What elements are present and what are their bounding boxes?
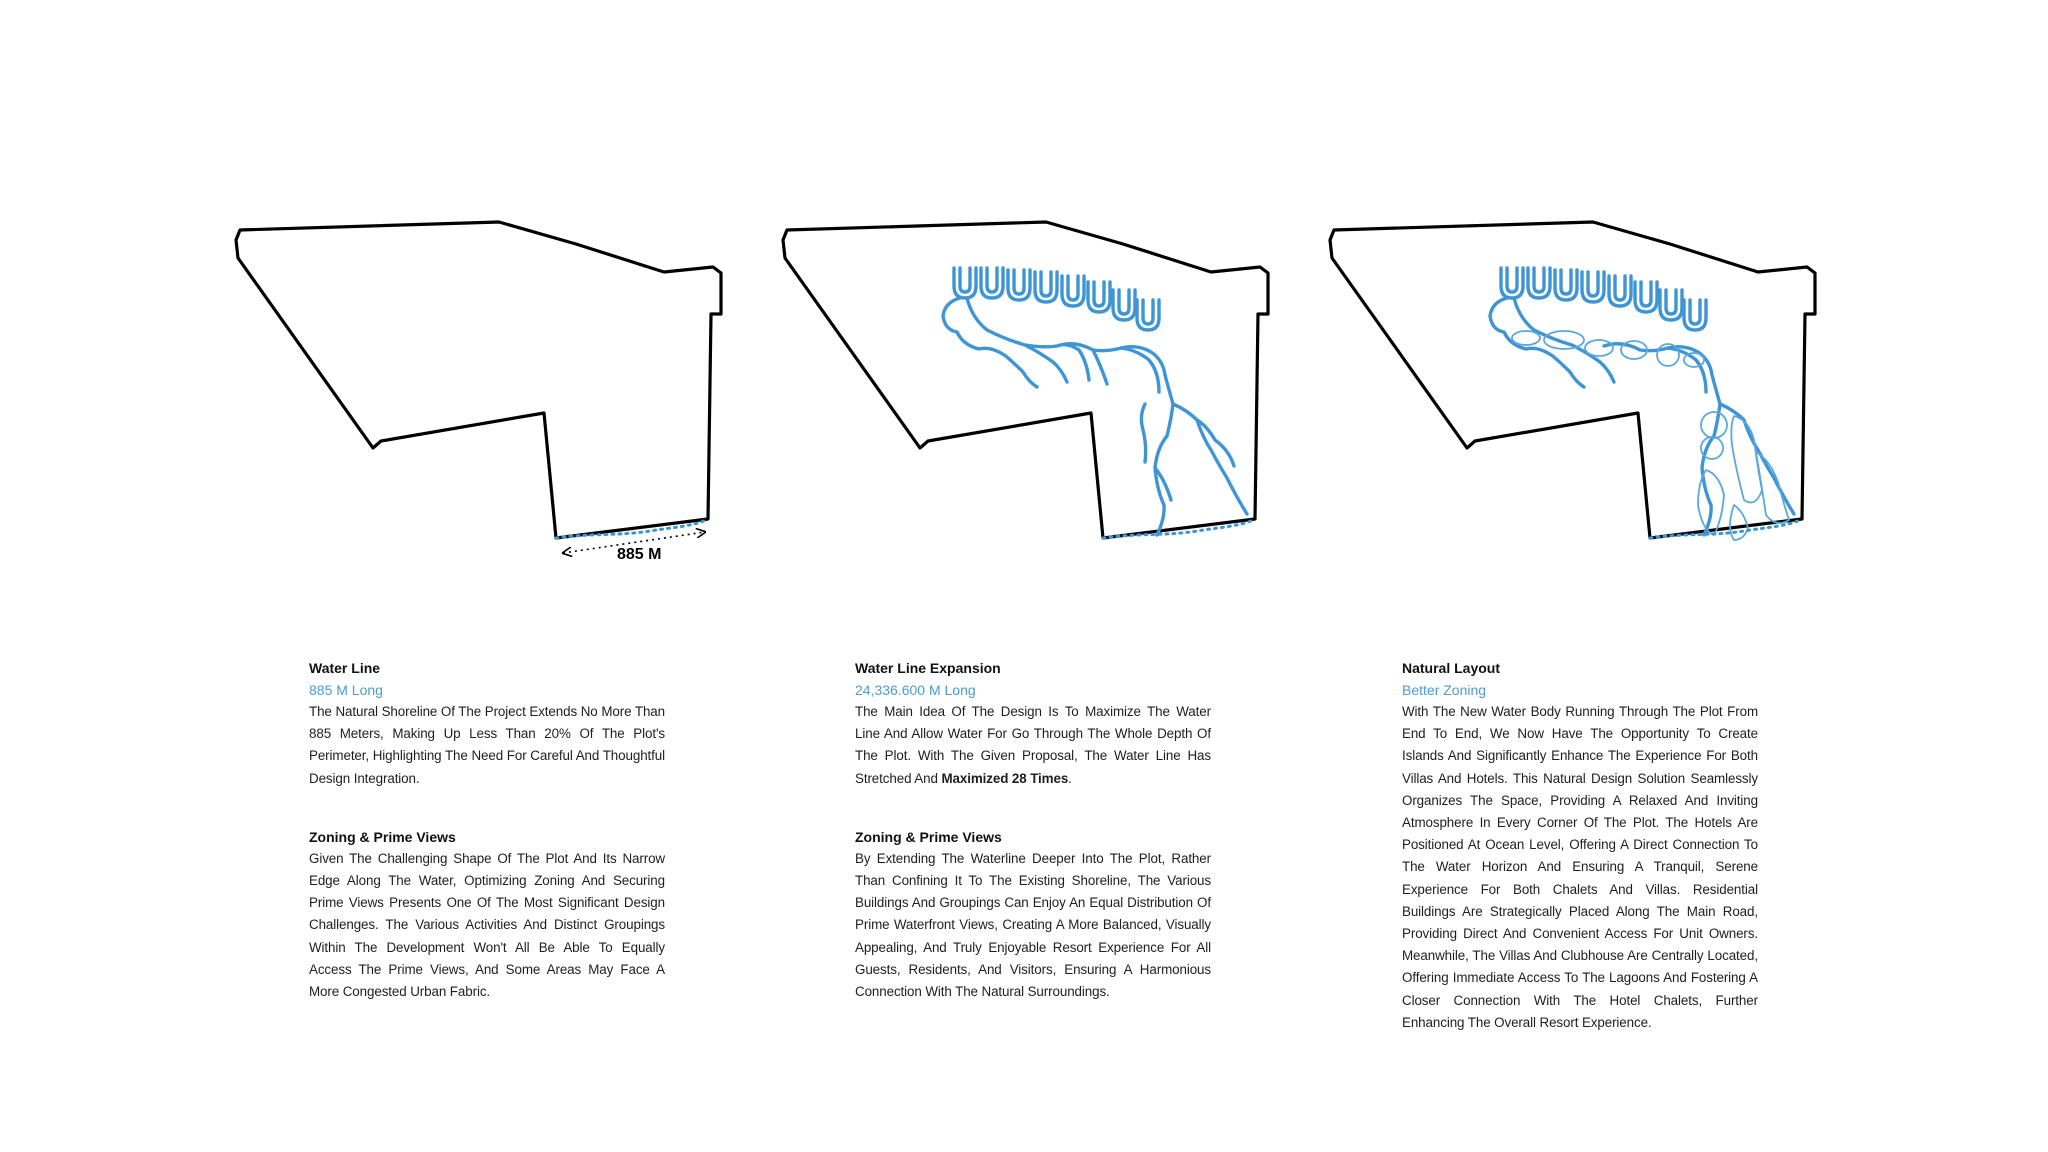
column-body: With The New Water Body Running Through The Plot From End To End, We Now Have The Opportunity To Create Islands And Significantly Enhance The Experience For Both Villas And Hotels. This Natural Design Solution Seamlessly Organizes The Space, Providing A Relaxed And Inviting Atmosphere In Every Corner Of The Plot. The Hotels Are Positioned At Ocean Level, Offering A Direct Connection To The Water Horizon And Ensuring A Tranquil, Serene Experience For Both Chalets And Villas. Residential Buildings Are Strategically Placed Along The Main Road, Providing Direct And Convenient Access For Unit Owners. Meanwhile, The Villas And Clubhouse Are Centrally Located, Offering Immediate Access To The Lagoons And Fostering A Closer Connection With The Hotel Chalets, Further Enhancing The Overall Resort Experience. [1402,704,1758,1030]
section-title: Zoning & Prime Views [855,828,1002,845]
body-end: . [1068,770,1072,786]
column-subtitle: Better Zoning [1402,682,1487,698]
diagram-original-plot [236,222,721,563]
body-emphasis: Maximized 28 Times [941,770,1069,786]
diagram-natural-layout [1330,222,1815,540]
water-body [943,268,1247,535]
diagram-water-line-expansion [783,222,1268,538]
section-body: Given The Challenging Shape Of The Plot And Its Narrow Edge Along The Water, Optimizing Zoning And Securing Prime Views Presents One Of The Most Significant Design Challenges. The Various Activities And Distinct Groupings Within The Development Won't All Be Able To Equally Access The Prime Views, And Some Areas May Face A More Congested Urban Fabric. [309,850,665,1000]
section-title: Zoning & Prime Views [309,828,456,845]
u-lagoons [954,268,1159,330]
plot-outline [236,222,721,538]
column-title: Water Line [309,660,381,676]
column-title: Water Line Expansion [855,660,1001,676]
column-water-line [309,657,665,1003]
water-body [1490,268,1794,535]
section-body: By Extending The Waterline Deeper Into The Plot, Rather Than Confining It To The Existing Shoreline, The Various Buildings And Groupings Can Enjoy An Equal Distribution Of Prime Waterfront Views, Creating A More Balanced, Visually Appealing, And Truly Enjoyable Resort Experience For All Guests, Residents, And Visitors, Ensuring A Harmonious Connection With The Natural Surroundings. [855,850,1211,1000]
column-natural-layout [1402,657,1758,1034]
zoning-section [309,826,665,1003]
zoning-section [855,826,1211,1003]
column-water-line-expansion [855,657,1211,1003]
body-text: The Main Idea Of The Design Is To Maximize The Water Line And Allow Water For Go Through The Whole Depth Of The Plot. With The Given Proposal, The Water Line Has Stretched And [855,704,1211,786]
dimension-label: 885 M [617,546,662,563]
column-title: Natural Layout [1402,660,1501,676]
column-subtitle: 24,336.600 M Long [855,682,976,698]
column-subtitle: 885 M Long [309,682,383,698]
column-body [855,701,1211,790]
column-body: The Natural Shoreline Of The Project Extends No More Than 885 Meters, Making Up Less Than 20% Of The Plot's Perimeter, Highlighting The Need For Careful And Thoughtful Design Integration. [309,704,665,786]
islands [1512,331,1789,540]
u-lagoons [1501,268,1706,330]
